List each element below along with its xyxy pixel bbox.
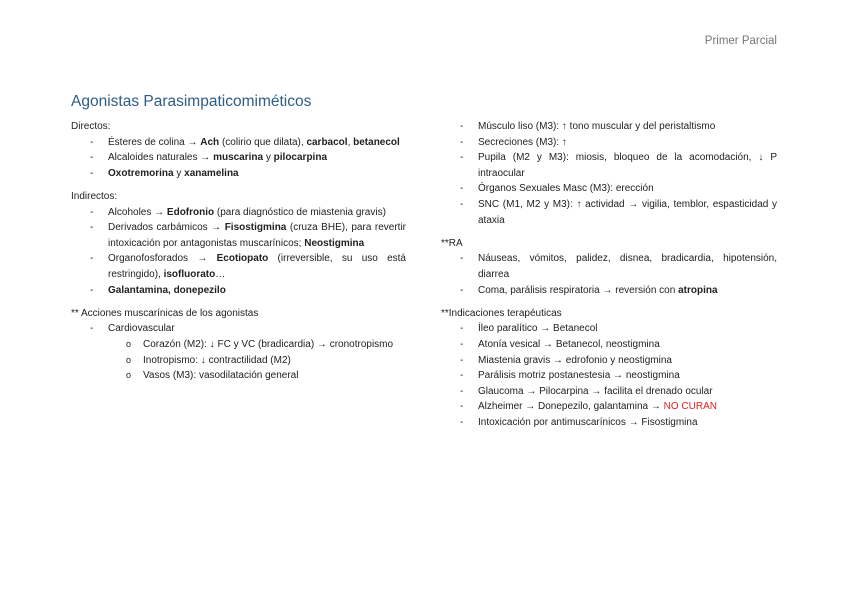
- list-item: - Órganos Sexuales Masc (M3): erección: [441, 181, 777, 197]
- list-item: o Corazón (M2): ↓ FC y VC (bradicardia) → cronotropismo: [71, 337, 406, 353]
- list-item: - Oxotremorina y xanamelina: [71, 166, 406, 182]
- left-column: [71, 119, 406, 384]
- indirectos-heading: Indirectos:: [71, 190, 118, 202]
- directos-list: [71, 135, 406, 182]
- page-header: Primer Parcial: [704, 35, 777, 47]
- list-item: - Miastenia gravis → edrofonio y neostigmina: [441, 353, 777, 369]
- list-item: - Coma, parálisis respiratoria → reversión con atropina: [441, 283, 777, 299]
- indirectos-list: [71, 205, 406, 299]
- section-title: Agonistas Parasimpaticomiméticos: [71, 93, 312, 110]
- list-item: - Pupila (M2 y M3): miosis, bloqueo de la acomodación, ↓ P intraocular: [441, 150, 777, 181]
- list-item: - Náuseas, vómitos, palidez, disnea, bradicardia, hipotensión, diarrea: [441, 251, 777, 282]
- list-item: - Alcoholes → Edofronio (para diagnóstico de miastenia gravis): [71, 205, 406, 221]
- list-item: - Glaucoma → Pilocarpina → facilita el drenado ocular: [441, 384, 777, 400]
- ra-heading: **RA: [441, 237, 463, 249]
- list-item: - Alcaloides naturales → muscarina y pilocarpina: [71, 150, 406, 166]
- list-item: o Inotropismo: ↓ contractilidad (M2): [71, 353, 406, 369]
- indicaciones-heading: **Indicaciones terapéuticas: [441, 307, 562, 319]
- list-item: - Íleo paralítico → Betanecol: [441, 321, 777, 337]
- no-curan-label: NO CURAN: [663, 401, 717, 413]
- list-item: - Intoxicación por antimuscarínicos → Fisostigmina: [441, 415, 777, 431]
- efectos-list: [441, 119, 777, 228]
- list-item: - Ésteres de colina → Ach (colirio que dilata), carbacol, betanecol: [71, 135, 406, 151]
- list-item: o Vasos (M3): vasodilatación general: [71, 368, 406, 384]
- list-item: - Organofosforados → Ecotiopato (irreversible, su uso está restringido), isofluorato…: [71, 251, 406, 282]
- list-item: - Alzheimer → Donepezilo, galantamina → NO CURAN: [441, 399, 777, 415]
- right-column: [441, 119, 777, 430]
- acciones-list: [71, 321, 406, 337]
- list-item: - Músculo liso (M3): ↑ tono muscular y del peristaltismo: [441, 119, 777, 135]
- list-item: - Atonía vesical → Betanecol, neostigmina: [441, 337, 777, 353]
- list-item: - Secreciones (M3): ↑: [441, 135, 777, 151]
- list-item: - SNC (M1, M2 y M3): ↑ actividad → vigilia, temblor, espasticidad y ataxia: [441, 197, 777, 228]
- cardio-sublist: [71, 337, 406, 384]
- indicaciones-list: [441, 321, 777, 430]
- list-item: - Galantamina, donepezilo: [71, 283, 406, 299]
- ra-list: [441, 251, 777, 298]
- list-item: - Cardiovascular: [71, 321, 406, 337]
- directos-heading: Directos:: [71, 121, 111, 132]
- acciones-heading: ** Acciones muscarínicas de los agonistas: [71, 307, 259, 319]
- list-item: - Parálisis motriz postanestesia → neostigmina: [441, 368, 777, 384]
- list-item: - Derivados carbámicos → Fisostigmina (cruza BHE), para revertir intoxicación por antagonistas muscarínicos; Neostigmina: [71, 220, 406, 251]
